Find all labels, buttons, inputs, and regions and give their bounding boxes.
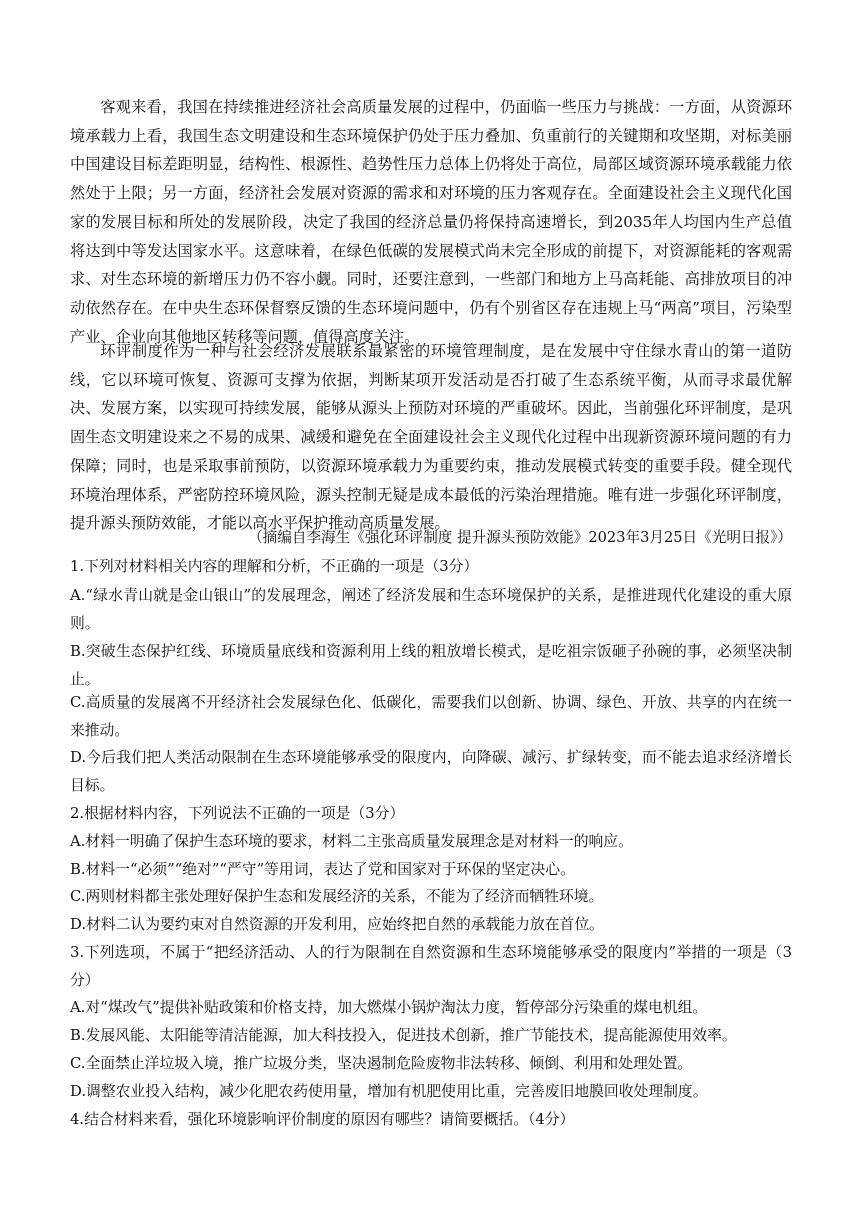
question-1-option-d: D.今后我们把人类活动限制在生态环境能够承受的限度内，向降碳、减污、扩绿转变，而不能去追求经济增长目标。: [70, 749, 792, 795]
question-3-option-b: B.发展风能、太阳能等清洁能源，加大科技投入，促进技术创新，推广节能技术，提高能源使用效率。: [70, 1027, 737, 1044]
question-1-option-a: A.“绿水青山就是金山银山”的发展理念，阐述了经济发展和生态环境保护的关系，是推进现代化建设的重大原则。: [70, 587, 792, 633]
question-1-stem: 1.下列对材料相关内容的理解和分析，不正确的一项是（3分）: [70, 558, 479, 575]
question-2-option-c: C.两则材料都主张处理好保护生态和发展经济的关系，不能为了经济而牺牲环境。: [70, 888, 604, 905]
question-3-stem: 3.下列选项，不属于“把经济活动、人的行为限制在自然资源和生态环境能够承受的限度内”举措的一项是（3分）: [70, 944, 792, 990]
passage-paragraph-1: 客观来看，我国在持续推进经济社会高质量发展的过程中，仍面临一些压力与挑战：一方面，从资源环境承载力上看，我国生态文明建设和生态环境保护仍处于压力叠加、负重前行的关键期和攻坚期，对标美丽中国建设目标差距明显，结构性、根源性、趋势性压力总体上仍将处于高位，局部区域资源环境承载能力依然处于上限；另一方面，经济社会发展对资源的需求和对环境的压力客观存在。全面建设社会主义现代化国家的发展目标和所处的发展阶段，决定了我国的经济总量仍将保持高速增长，到2035年人均国内生产总值将达到中等发达国家水平。这意味着，在绿色低碳的发展模式尚未完全形成的前提下，对资源能耗的客观需求、对生态环境的新增压力仍不容小觑。同时，还要注意到，一些部门和地方上马高耗能、高排放项目的冲动依然存在。在中央生态环保督察反馈的生态环境问题中，仍有个别省区存在违规上马“两高”项目，污染型产业、企业向其他地区转移等问题，值得高度关注。: [70, 98, 792, 346]
question-3-option-a: A.对“煤改气”提供补贴政策和价格支持，加大燃煤小锅炉淘汰力度，暂停部分污染重的煤电机组。: [70, 999, 708, 1016]
question-2-stem: 2.根据材料内容，下列说法不正确的一项是（3分）: [70, 805, 405, 822]
question-2-option-a: A.材料一明确了保护生态环境的要求，材料二主张高质量发展理念是对材料一的响应。: [70, 833, 633, 850]
question-2-option-b: B.材料一“必须”“绝对”“严守”等用词，表达了党和国家对于环保的坚定决心。: [70, 861, 575, 878]
passage-paragraph-2: 环评制度作为一种与社会经济发展联系最紧密的环境管理制度，是在发展中守住绿水青山的第一道防线，它以环境可恢复、资源可支撑为依据，判断某项开发活动是否打破了生态系统平衡，从而寻求最优解决、发展方案，以实现可持续发展，能够从源头上预防对环境的严重破坏。因此，当前强化环评制度，是巩固生态文明建设来之不易的成果、减缓和避免在全面建设社会主义现代化过程中出现新资源环境问题的有力保障；同时，也是采取事前预防，以资源环境承载力为重要约束，推动发展模式转变的重要手段。健全现代环境治理体系，严密防控环境风险，源头控制无疑是成本最低的污染治理措施。唯有进一步强化环评制度，提升源头预防效能，才能以高水平保护推动高质量发展。: [70, 342, 792, 533]
passage-source: （摘编自李海生《强化环评制度 提升源头预防效能》2023年3月25日《光明日报》）: [248, 529, 792, 546]
question-2-option-d: D.材料二认为要约束对自然资源的开发利用，应始终把自然的承载能力放在首位。: [70, 916, 604, 933]
question-1-option-b: B.突破生态保护红线、环境质量底线和资源利用上线的粗放增长模式，是吃祖宗饭砸子孙碗的事，必须坚决制止。: [70, 643, 792, 689]
question-1-option-c: C.高质量的发展离不开经济社会发展绿色化、低碳化，需要我们以创新、协调、绿色、开放、共享的内在统一来推动。: [70, 694, 792, 740]
question-4-stem: 4.结合材料来看，强化环境影响评价制度的原因有哪些？请简要概括。（4分）: [70, 1111, 575, 1128]
question-3-option-c: C.全面禁止洋垃圾入境，推广垃圾分类，坚决遏制危险废物非法转移、倾倒、利用和处理处置。: [70, 1055, 693, 1072]
question-3-option-d: D.调整农业投入结构，减少化肥农药使用量，增加有机肥使用比重，完善废旧地膜回收处理制度。: [70, 1083, 708, 1100]
